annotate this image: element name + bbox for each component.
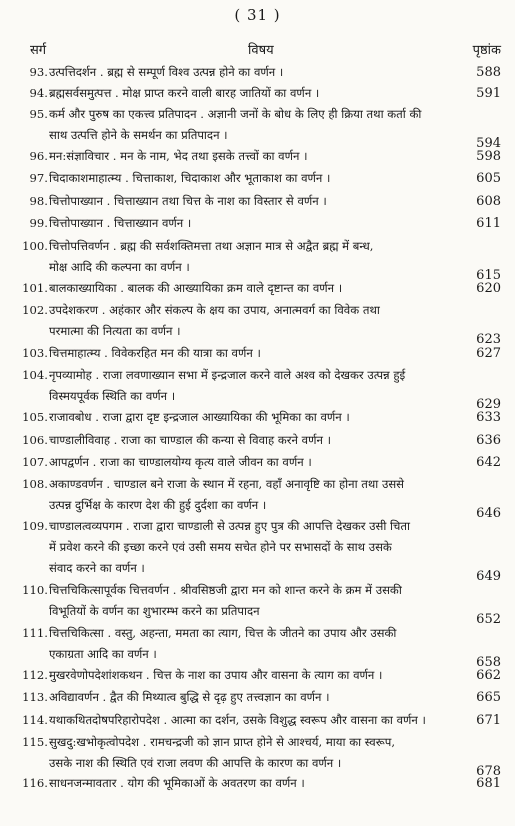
page-number-value: 678	[476, 764, 501, 779]
chapter-number: 97.	[29, 171, 48, 185]
chapter-description	[49, 687, 447, 708]
description-line: चाण्डालीविवाह . राजा का चाण्डाल की कन्या से विवाह करने वर्णन ।	[49, 433, 332, 447]
chapter-number: 96.	[29, 149, 48, 163]
chapter-number: 114.	[22, 713, 48, 727]
chapter-number: 94.	[29, 86, 48, 100]
chapter-description	[49, 430, 447, 451]
description-line: चित्तोपत्तिवर्णन . ब्रह्म की सर्वशक्तिमत्ता तथा अज्ञान मात्र से अद्वैत ब्रह्म में बन्ध,	[49, 239, 374, 253]
description-line: अकाण्डवर्णन . चाण्डाल बने राजा के स्थान में रहना, वहाँ अनावृष्टि का होना तथा उससे	[49, 477, 405, 491]
page-number-value: 588	[476, 65, 501, 80]
chapter-description	[49, 236, 447, 278]
column-header-chapter: सर्ग	[30, 43, 47, 58]
chapter-number: 110.	[22, 583, 48, 597]
description-line: चित्तमाहात्म्य . विवेकरहित मन की यात्रा का वर्णन ।	[49, 346, 261, 360]
chapter-description	[49, 773, 447, 794]
description-line: ब्रह्मसर्वसमुत्पत्त . मोक्ष प्राप्त करने वाली बारह जातियों का वर्णन ।	[49, 86, 320, 100]
chapter-number: 104.	[22, 368, 48, 382]
page-number-value: 629	[476, 397, 501, 412]
description-line: अविद्यावर्णन . द्वैत की मिथ्यात्व बुद्धि से दृढ़ हुए तत्त्वज्ञान का वर्णन ।	[49, 690, 330, 704]
description-line: चित्तोपाख्यान . चित्ताख्यान तथा चित्त के नाश का विस्तार से वर्णन ।	[49, 194, 327, 208]
chapter-number: 103.	[22, 346, 48, 360]
page-number-value: 681	[476, 776, 501, 791]
chapter-number: 109.	[22, 519, 48, 533]
description-line: राजावबोध . राजा द्वारा दृष्ट इन्द्रजाल आख्यायिका की भूमिका का वर्णन ।	[49, 410, 350, 424]
chapter-number: 106.	[22, 433, 48, 447]
description-line: साथ उत्पत्ति होने के समर्थन का प्रतिपादन ।	[49, 128, 228, 142]
chapter-description	[49, 710, 447, 731]
description-line: मुखरवेणोपदेशांशकथन . चित्त के नाश का उपाय और वासना के त्याग का वर्णन ।	[49, 668, 383, 682]
chapter-number: 95.	[29, 107, 48, 121]
chapter-number: 115.	[22, 735, 48, 749]
description-line: संवाद करने का वर्णन ।	[49, 561, 145, 575]
chapter-description	[49, 278, 447, 299]
description-line: में प्रवेश करने की इच्छा करने एवं उसी समय सचेत होने पर सभासदों के साथ उसके	[49, 540, 392, 554]
description-line: सुखदु:खभोकृत्वोपदेश . रामचन्द्रजी को ज्ञान प्राप्त होने से आश्चर्य, माया का स्वरूप,	[49, 735, 396, 749]
description-line: मोक्ष आदि की कल्पना का वर्णन ।	[49, 260, 190, 274]
chapter-description	[49, 665, 447, 686]
chapter-description	[49, 104, 447, 146]
column-header-row	[0, 40, 515, 60]
description-line: उत्पन्न दुर्भिक्ष के कारण देश की हुई दुर्दशा का वर्णन ।	[49, 498, 267, 512]
page-number-value: 594	[476, 136, 501, 151]
page-number-value: 658	[476, 655, 501, 670]
description-line: चित्तचिकित्सा . वस्तु, अहन्ता, ममता का त्याग, चित्त के जीतने का उपाय और उसकी	[49, 626, 397, 640]
chapter-number: 108.	[22, 477, 48, 491]
page-number-value: 642	[476, 455, 501, 470]
page-number-value: 652	[476, 612, 501, 627]
chapter-number: 100.	[22, 239, 48, 253]
description-line: नृपव्यामोह . राजा लवणाख्यान सभा में इन्द्रजाल करने वाले अश्व को देखकर उत्पन्न हुई	[49, 368, 406, 382]
chapter-description	[49, 452, 447, 473]
description-line: उपदेशकरण . अहंकार और संकल्प के क्षय का उपाय, अनात्मवर्ग का विवेक तथा	[49, 303, 380, 317]
page-number-value: 665	[476, 690, 501, 705]
description-line: चाण्डालत्वव्यपगम . राजा द्वारा चाण्डाली से उत्पन्न हुए पुत्र की आपत्ति देखकर उसी चिता	[49, 519, 411, 533]
chapter-number: 99.	[29, 216, 48, 230]
description-line: उत्पत्तिदर्शन . ब्रह्म से सम्पूर्ण विश्व उत्पन्न होने का वर्णन ।	[49, 65, 284, 79]
page-number-value: 591	[476, 86, 501, 101]
chapter-description	[49, 146, 447, 167]
description-line: कर्म और पुरुष का एकत्त्व प्रतिपादन . अज्ञानी जनों के बोध के लिए ही क्रिया तथा कर्ता की	[49, 107, 422, 121]
description-line: यथाकथितदोषपरिहारोपदेश . आत्मा का दर्शन, उसके विशुद्ध स्वरूप और वासना का वर्णन ।	[49, 713, 426, 727]
description-line: परमात्मा की नित्यता का वर्णन ।	[49, 324, 181, 338]
page-number-value: 598	[476, 149, 501, 164]
chapter-description	[49, 343, 447, 364]
page-number-value: 636	[476, 433, 501, 448]
column-header-subject: विषय	[248, 43, 274, 58]
description-line: चित्तचिकित्सापूर्वक चित्तवर्णन . श्रीवसिष्ठजी द्वारा मन को शान्त करने के क्रम में उसकी	[49, 583, 402, 597]
chapter-description	[49, 516, 447, 579]
description-line: आपद्वर्णन . राजा का चाण्डालयोग्य कृत्य वाले जीवन का वर्णन ।	[49, 455, 312, 469]
description-line: चिदाकाशमाहात्म्य . चित्ताकाश, चिदाकाश और भूताकाश का वर्णन ।	[49, 171, 331, 185]
chapter-description	[49, 365, 447, 407]
chapter-description	[49, 168, 447, 189]
page-number: ( 31 )	[234, 6, 281, 24]
page-number-value: 623	[476, 332, 501, 347]
page-number-value: 633	[476, 410, 501, 425]
page-number-value: 627	[476, 346, 501, 361]
page-number-value: 646	[476, 506, 501, 521]
page-number-value: 662	[476, 668, 501, 683]
chapter-number: 98.	[29, 194, 48, 208]
description-line: चित्तोपाख्यान . चित्ताख्यान वर्णन ।	[49, 216, 192, 230]
description-line: एकाग्रता आदि का वर्णन ।	[49, 647, 157, 661]
chapter-description	[49, 732, 447, 774]
chapter-number: 113.	[22, 690, 48, 704]
chapter-description	[49, 300, 447, 342]
chapter-number: 107.	[22, 455, 48, 469]
chapter-description	[49, 474, 447, 516]
page-number-value: 608	[476, 194, 501, 209]
chapter-description	[49, 83, 447, 104]
page-number-value: 615	[476, 268, 501, 283]
chapter-number: 93.	[29, 65, 48, 79]
chapter-description	[49, 623, 447, 665]
page-number-value: 649	[476, 569, 501, 584]
chapter-number: 105.	[22, 410, 48, 424]
column-header-page: पृष्ठांक	[472, 43, 501, 58]
chapter-description	[49, 213, 447, 234]
chapter-description	[49, 62, 447, 83]
description-line: बालकाख्यायिका . बालक की आख्यायिका क्रम वाले दृष्टान्त का वर्णन ।	[49, 281, 343, 295]
description-line: साधनजन्मावतार . योग की भूमिकाओं के अवतरण का वर्णन ।	[49, 776, 305, 790]
chapter-number: 101.	[22, 281, 48, 295]
description-line: उसके नाश की स्थिति एवं राजा लवण की आपत्ति के कारण का वर्णन ।	[49, 756, 342, 770]
page-number-value: 605	[476, 171, 501, 186]
page-number-value: 611	[476, 216, 501, 231]
chapter-number: 112.	[22, 668, 48, 682]
chapter-number: 102.	[22, 303, 48, 317]
page-number-value: 620	[476, 281, 501, 296]
description-line: मन:संज्ञाविचार . मन के नाम, भेद तथा इसके तत्त्वों का वर्णन ।	[49, 149, 308, 163]
chapter-number: 116.	[22, 776, 48, 790]
page-number-value: 671	[476, 713, 501, 728]
chapter-description	[49, 580, 447, 622]
chapter-description	[49, 191, 447, 212]
description-line: विभूतियों के वर्णन का शुभारम्भ करने का प्रतिपादन	[49, 604, 260, 618]
chapter-number: 111.	[22, 626, 48, 640]
description-line: विस्मयपूर्वक स्थिति का वर्णन ।	[49, 389, 176, 403]
chapter-description	[49, 407, 447, 428]
